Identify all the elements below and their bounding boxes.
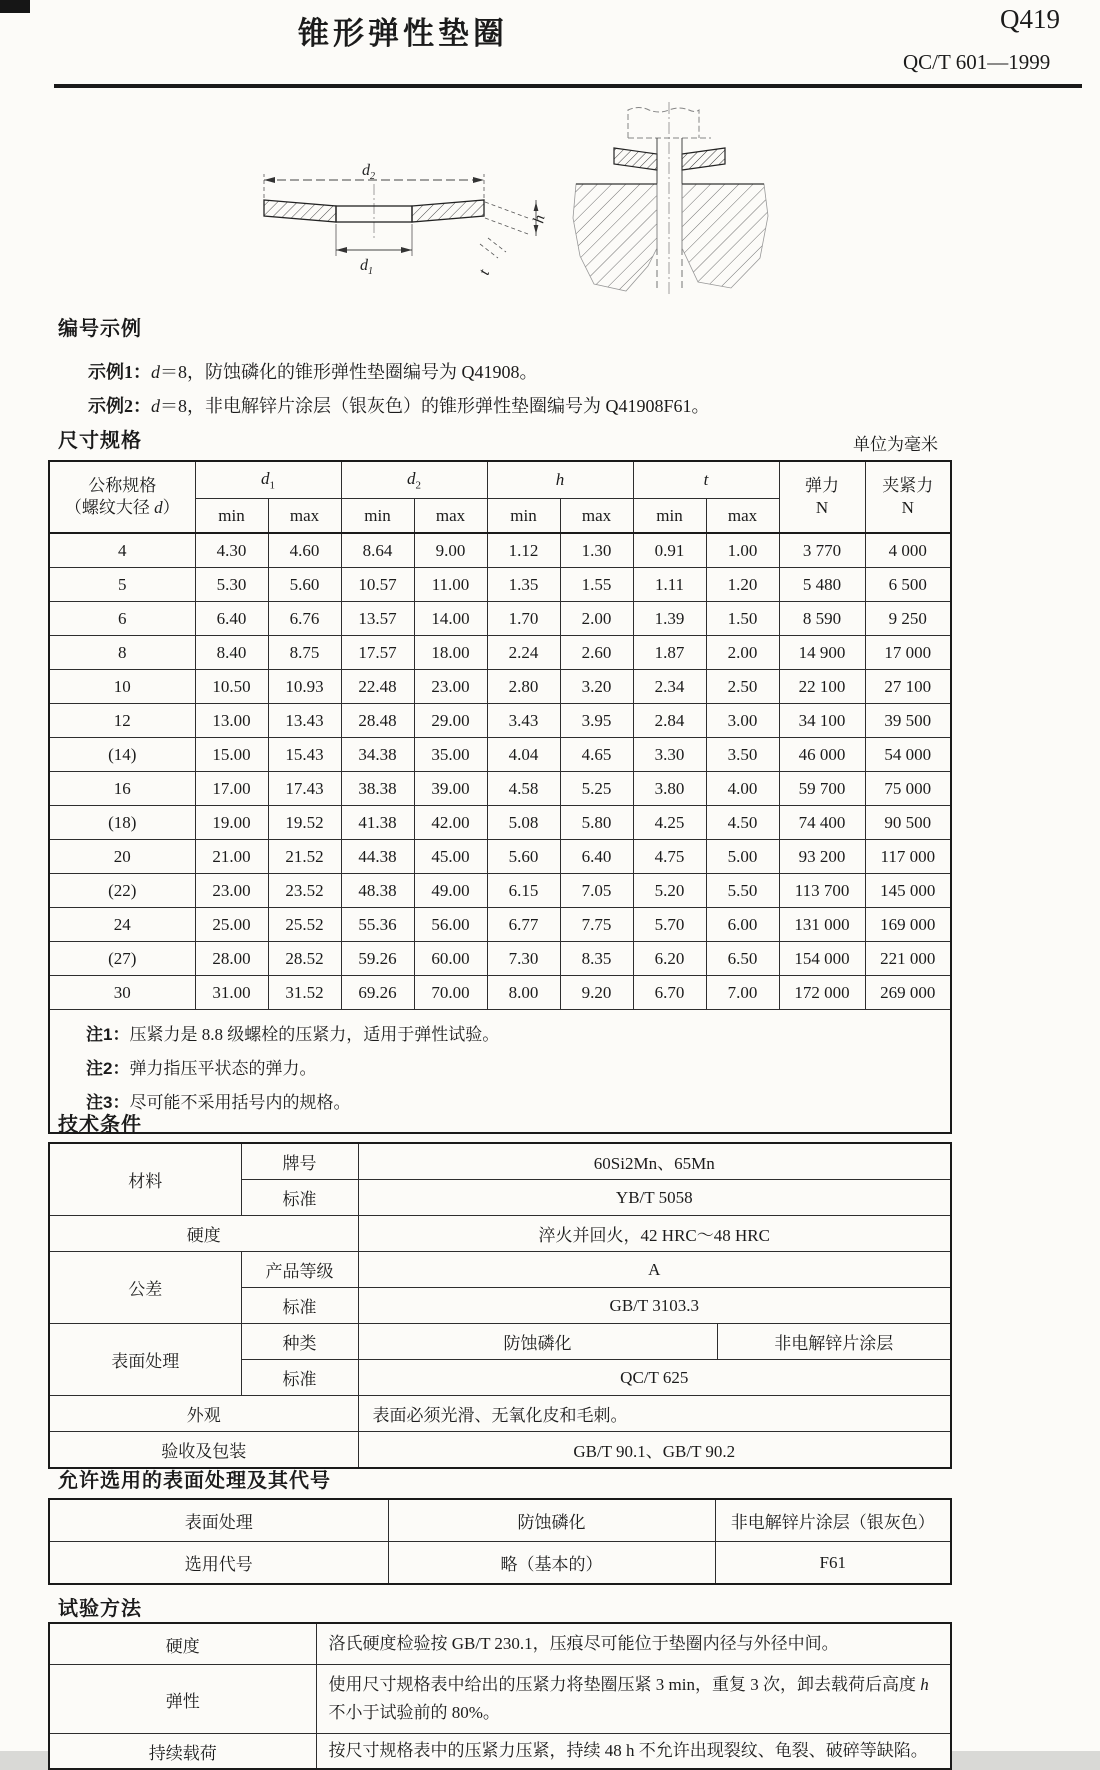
key-cell: 牌号 xyxy=(241,1143,358,1180)
table-cell: F61 xyxy=(715,1542,951,1585)
subheader-min: min xyxy=(195,499,268,534)
category-cell: 硬度 xyxy=(49,1623,316,1665)
table-cell: 2.24 xyxy=(487,636,560,670)
table-cell: 6.00 xyxy=(706,908,779,942)
table-row xyxy=(49,1499,951,1542)
table-cell: 11.00 xyxy=(414,568,487,602)
size-table-body xyxy=(49,533,951,1010)
table-cell: 113 700 xyxy=(779,874,865,908)
example-label: 示例2： xyxy=(88,396,151,416)
table-row xyxy=(49,1432,951,1469)
table-cell: 6.70 xyxy=(633,976,706,1010)
table-cell: 25.52 xyxy=(268,908,341,942)
value-cell: A xyxy=(358,1252,951,1288)
table-cell: 17.57 xyxy=(341,636,414,670)
value-cell: 洛氏硬度检验按 GB/T 230.1，压痕尽可能位于垫圈内径与外径中间。 xyxy=(316,1623,951,1665)
table-cell: 3.80 xyxy=(633,772,706,806)
standard-number: QC/T 601—1999 xyxy=(903,50,1051,74)
bolt-head-outline xyxy=(628,108,699,139)
key-cell: 标准 xyxy=(241,1288,358,1324)
table-cell: 221 000 xyxy=(865,942,951,976)
table-cell: 7.30 xyxy=(487,942,560,976)
table-cell: 6.15 xyxy=(487,874,560,908)
bolt-shank xyxy=(657,138,682,290)
table-cell: 6.50 xyxy=(706,942,779,976)
surface-codes-body xyxy=(49,1499,951,1584)
table-cell: 6.77 xyxy=(487,908,560,942)
h-dimension xyxy=(485,200,549,236)
table-row xyxy=(49,840,951,874)
table-cell: 8.75 xyxy=(268,636,341,670)
table-cell: 1.30 xyxy=(560,533,633,568)
table-cell: 46 000 xyxy=(779,738,865,772)
column-header-d2: $d_2$ xyxy=(341,461,487,499)
table-cell: 3.20 xyxy=(560,670,633,704)
table-cell: 4.04 xyxy=(487,738,560,772)
table-cell: 5.20 xyxy=(633,874,706,908)
category-cell: 硬度 xyxy=(49,1216,358,1252)
table-cell: 2.84 xyxy=(633,704,706,738)
svg-text:d1: $d_1$ xyxy=(360,257,373,277)
example-text: 非电解锌片涂层（银灰色）的锥形弹性垫圈编号为 Q41908F61。 xyxy=(205,396,710,416)
table-cell: 表面处理 xyxy=(49,1499,388,1542)
column-header-nominal: 公称规格 （螺纹大径 d） xyxy=(49,461,195,533)
key-cell: 产品等级 xyxy=(241,1252,358,1288)
table-cell: 59 700 xyxy=(779,772,865,806)
note-line: 注1：压紧力是 8.8 级螺栓的压紧力，适用于弹性试验。 xyxy=(86,1025,500,1044)
category-cell: 验收及包装 xyxy=(49,1432,358,1469)
table-cell: 75 000 xyxy=(865,772,951,806)
d2-dimension xyxy=(264,162,484,183)
table-cell: 74 400 xyxy=(779,806,865,840)
section-heading-tests: 试验方法 xyxy=(58,1598,142,1620)
unit-note: 单位为毫米 xyxy=(853,435,938,454)
size-table-notes xyxy=(49,1010,951,1134)
table-cell: 20 xyxy=(49,840,195,874)
table-row xyxy=(49,1324,951,1360)
category-cell: 弹性 xyxy=(49,1665,316,1734)
table-row xyxy=(49,704,951,738)
table-cell: 8 xyxy=(49,636,195,670)
table-cell: 13.57 xyxy=(341,602,414,636)
category-cell: 表面处理 xyxy=(49,1324,241,1396)
svg-text:t: t xyxy=(475,267,494,278)
table-cell: 48.38 xyxy=(341,874,414,908)
column-header-force: 弹力 N xyxy=(779,461,865,533)
value-cell: GB/T 90.1、GB/T 90.2 xyxy=(358,1432,951,1469)
table-cell: 60.00 xyxy=(414,942,487,976)
table-cell: 12 xyxy=(49,704,195,738)
table-cell: 39 500 xyxy=(865,704,951,738)
table-cell: 23.00 xyxy=(195,874,268,908)
table-cell: 4 000 xyxy=(865,533,951,568)
table-cell: 2.80 xyxy=(487,670,560,704)
table-cell: (14) xyxy=(49,738,195,772)
table-cell: 28.52 xyxy=(268,942,341,976)
table-row xyxy=(49,1623,951,1665)
table-cell: 23.00 xyxy=(414,670,487,704)
table-cell: 10.93 xyxy=(268,670,341,704)
subheader-max: max xyxy=(560,499,633,534)
table-cell: 6.20 xyxy=(633,942,706,976)
table-cell: 10.57 xyxy=(341,568,414,602)
d-variable: d xyxy=(151,362,160,382)
table-cell: 17.43 xyxy=(268,772,341,806)
table-cell: 59.26 xyxy=(341,942,414,976)
table-row xyxy=(49,908,951,942)
table-row xyxy=(49,1252,951,1288)
table-cell: 145 000 xyxy=(865,874,951,908)
table-cell: 28.00 xyxy=(195,942,268,976)
column-header-clamp: 夹紧力 N xyxy=(865,461,951,533)
table-cell: 69.26 xyxy=(341,976,414,1010)
table-cell: 17 000 xyxy=(865,636,951,670)
page-title: 锥形弹性垫圈 xyxy=(298,16,508,51)
table-cell: 7.75 xyxy=(560,908,633,942)
table-cell: 14.00 xyxy=(414,602,487,636)
table-cell: 4.65 xyxy=(560,738,633,772)
column-header-t: t xyxy=(633,461,779,499)
table-cell: 1.87 xyxy=(633,636,706,670)
subheader-min: min xyxy=(487,499,560,534)
value-cell: 按尺寸规格表中的压紧力压紧，持续 48 h 不允许出现裂纹、龟裂、破碎等缺陷。 xyxy=(316,1734,951,1770)
table-cell: (22) xyxy=(49,874,195,908)
table-cell: 172 000 xyxy=(779,976,865,1010)
table-cell: 169 000 xyxy=(865,908,951,942)
table-row xyxy=(49,942,951,976)
value-cell: 60Si2Mn、65Mn xyxy=(358,1143,951,1180)
value-cell: GB/T 3103.3 xyxy=(358,1288,951,1324)
table-cell: 35.00 xyxy=(414,738,487,772)
tech-conditions-table xyxy=(48,1142,952,1469)
table-cell: 1.50 xyxy=(706,602,779,636)
svg-text:d2: $d_2$ xyxy=(362,162,375,182)
table-cell: 3.43 xyxy=(487,704,560,738)
table-row xyxy=(49,568,951,602)
subheader-max: max xyxy=(414,499,487,534)
table-cell: 4.50 xyxy=(706,806,779,840)
table-cell: 25.00 xyxy=(195,908,268,942)
table-cell: 1.20 xyxy=(706,568,779,602)
table-cell: 6 500 xyxy=(865,568,951,602)
clamped-plate xyxy=(573,184,768,291)
table-cell: 21.00 xyxy=(195,840,268,874)
table-cell: 93 200 xyxy=(779,840,865,874)
table-cell: 21.52 xyxy=(268,840,341,874)
table-cell: 154 000 xyxy=(779,942,865,976)
table-cell: 70.00 xyxy=(414,976,487,1010)
table-cell: 4.75 xyxy=(633,840,706,874)
table-row xyxy=(49,636,951,670)
table-cell: 5.60 xyxy=(487,840,560,874)
table-cell: 2.60 xyxy=(560,636,633,670)
table-cell: (18) xyxy=(49,806,195,840)
table-cell: 5.70 xyxy=(633,908,706,942)
table-cell: 选用代号 xyxy=(49,1542,388,1585)
table-cell: 4.58 xyxy=(487,772,560,806)
table-cell: 7.05 xyxy=(560,874,633,908)
table-cell: 8.00 xyxy=(487,976,560,1010)
section-heading-numbering: 编号示例 xyxy=(58,318,142,340)
table-cell: 31.52 xyxy=(268,976,341,1010)
d-variable: d xyxy=(151,396,160,416)
table-cell: 5.80 xyxy=(560,806,633,840)
table-cell: 3.00 xyxy=(706,704,779,738)
table-cell: 31.00 xyxy=(195,976,268,1010)
notes-cell xyxy=(49,1010,951,1134)
table-cell: 15.43 xyxy=(268,738,341,772)
table-row xyxy=(49,602,951,636)
table-cell: 3.50 xyxy=(706,738,779,772)
table-cell: 5.00 xyxy=(706,840,779,874)
header-rule xyxy=(54,84,1082,88)
table-cell: 4 xyxy=(49,533,195,568)
table-cell: 1.11 xyxy=(633,568,706,602)
value-cell: QC/T 625 xyxy=(358,1360,951,1396)
table-cell: 45.00 xyxy=(414,840,487,874)
table-cell: 10 xyxy=(49,670,195,704)
value-cell: 使用尺寸规格表中给出的压紧力将垫圈压紧 3 min，重复 3 次，卸去载荷后高度 h 不小于试验前的 80%。 xyxy=(316,1665,951,1734)
key-cell: 标准 xyxy=(241,1360,358,1396)
size-spec-table xyxy=(48,460,952,1134)
table-cell: 2.50 xyxy=(706,670,779,704)
table-cell: 2.00 xyxy=(560,602,633,636)
subheader-max: max xyxy=(268,499,341,534)
table-cell: 1.55 xyxy=(560,568,633,602)
table-cell: 略（基本的） xyxy=(388,1542,715,1585)
subheader-min: min xyxy=(341,499,414,534)
washer-installation-drawing xyxy=(556,98,788,298)
table-cell: 13.00 xyxy=(195,704,268,738)
table-cell: 5.60 xyxy=(268,568,341,602)
category-cell: 材料 xyxy=(49,1143,241,1216)
table-cell: 0.91 xyxy=(633,533,706,568)
category-cell: 持续载荷 xyxy=(49,1734,316,1770)
table-cell: 24 xyxy=(49,908,195,942)
table-cell: 7.00 xyxy=(706,976,779,1010)
subheader-min: min xyxy=(633,499,706,534)
table-cell: 269 000 xyxy=(865,976,951,1010)
table-cell: 5.30 xyxy=(195,568,268,602)
doc-code: Q419 xyxy=(1000,4,1060,34)
table-cell: 9.20 xyxy=(560,976,633,1010)
category-cell: 外观 xyxy=(49,1396,358,1432)
section-heading-codes: 允许选用的表面处理及其代号 xyxy=(58,1470,331,1492)
table-row xyxy=(49,670,951,704)
value-cell: 非电解锌片涂层 xyxy=(717,1324,951,1360)
svg-text:h: h xyxy=(530,213,549,225)
table-row xyxy=(49,1665,951,1734)
table-cell: 3.30 xyxy=(633,738,706,772)
table-cell: 22.48 xyxy=(341,670,414,704)
value-cell: 防蚀磷化 xyxy=(358,1324,717,1360)
table-cell: 19.00 xyxy=(195,806,268,840)
table-cell: 34 100 xyxy=(779,704,865,738)
table-row xyxy=(49,874,951,908)
category-cell: 公差 xyxy=(49,1252,241,1324)
table-cell: 1.35 xyxy=(487,568,560,602)
table-row xyxy=(49,738,951,772)
column-header-d1: $d_1$ xyxy=(195,461,341,499)
section-heading-tech: 技术条件 xyxy=(58,1114,142,1136)
table-cell: 56.00 xyxy=(414,908,487,942)
table-cell: 2.34 xyxy=(633,670,706,704)
table-cell: 6 xyxy=(49,602,195,636)
table-cell: 41.38 xyxy=(341,806,414,840)
subheader-max: max xyxy=(706,499,779,534)
table-cell: 42.00 xyxy=(414,806,487,840)
table-cell: 9 250 xyxy=(865,602,951,636)
table-cell: 5.50 xyxy=(706,874,779,908)
table-cell: 5.25 xyxy=(560,772,633,806)
value-cell: 表面必须光滑、无氧化皮和毛刺。 xyxy=(358,1396,951,1432)
example-line-1: 示例1：d＝8，防蚀磷化的锥形弹性垫圈编号为 Q41908。 xyxy=(88,362,538,382)
table-cell: 3 770 xyxy=(779,533,865,568)
table-row xyxy=(49,976,951,1010)
table-cell: 防蚀磷化 xyxy=(388,1499,715,1542)
value-cell: 淬火并回火，42 HRC～48 HRC xyxy=(358,1216,951,1252)
scan-edge-artifact xyxy=(0,0,30,13)
value-cell: YB/T 5058 xyxy=(358,1180,951,1216)
table-cell: 117 000 xyxy=(865,840,951,874)
table-cell: 49.00 xyxy=(414,874,487,908)
table-row xyxy=(49,772,951,806)
test-methods-table xyxy=(48,1622,952,1770)
table-cell: 4.30 xyxy=(195,533,268,568)
key-cell: 种类 xyxy=(241,1324,358,1360)
example-text: 防蚀磷化的锥形弹性垫圈编号为 Q41908。 xyxy=(205,362,538,382)
table-row xyxy=(49,1010,951,1134)
table-cell: 5 480 xyxy=(779,568,865,602)
table-cell: 1.12 xyxy=(487,533,560,568)
table-cell: 44.38 xyxy=(341,840,414,874)
table-cell: 131 000 xyxy=(779,908,865,942)
table-cell: 54 000 xyxy=(865,738,951,772)
table-row xyxy=(49,806,951,840)
table-cell: 1.00 xyxy=(706,533,779,568)
table-cell: 16 xyxy=(49,772,195,806)
note-line: 注3：尽可能不采用括号内的规格。 xyxy=(86,1093,351,1112)
table-cell: 5.08 xyxy=(487,806,560,840)
table-cell: 19.52 xyxy=(268,806,341,840)
table-row xyxy=(49,1396,951,1432)
table-cell: 14 900 xyxy=(779,636,865,670)
example-line-2: 示例2：d＝8，非电解锌片涂层（银灰色）的锥形弹性垫圈编号为 Q41908F61。 xyxy=(88,396,710,416)
table-cell: 13.43 xyxy=(268,704,341,738)
table-cell: 3.95 xyxy=(560,704,633,738)
table-cell: 2.00 xyxy=(706,636,779,670)
table-cell: 10.50 xyxy=(195,670,268,704)
table-cell: 1.39 xyxy=(633,602,706,636)
table-cell: 6.76 xyxy=(268,602,341,636)
table-cell: 4.00 xyxy=(706,772,779,806)
table-cell: 34.38 xyxy=(341,738,414,772)
table-row xyxy=(49,1143,951,1180)
example-label: 示例1： xyxy=(88,362,151,382)
table-cell: 4.60 xyxy=(268,533,341,568)
table-cell: 22 100 xyxy=(779,670,865,704)
d1-dimension xyxy=(336,247,412,277)
table-cell: 90 500 xyxy=(865,806,951,840)
table-cell: 17.00 xyxy=(195,772,268,806)
t-dimension xyxy=(476,238,506,277)
table-cell: 27 100 xyxy=(865,670,951,704)
table-cell: 8 590 xyxy=(779,602,865,636)
washer-dimension-drawing xyxy=(252,158,562,290)
table-cell: (27) xyxy=(49,942,195,976)
table-cell: 非电解锌片涂层（银灰色） xyxy=(715,1499,951,1542)
table-row xyxy=(49,1542,951,1585)
table-cell: 6.40 xyxy=(195,602,268,636)
table-row xyxy=(49,1216,951,1252)
key-cell: 标准 xyxy=(241,1180,358,1216)
column-header-h: h xyxy=(487,461,633,499)
surface-codes-table xyxy=(48,1498,952,1585)
table-cell: 5 xyxy=(49,568,195,602)
table-cell: 38.38 xyxy=(341,772,414,806)
table-cell: 23.52 xyxy=(268,874,341,908)
table-header-row xyxy=(49,461,951,499)
table-cell: 28.48 xyxy=(341,704,414,738)
table-cell: 18.00 xyxy=(414,636,487,670)
table-row xyxy=(49,533,951,568)
note-line: 注2：弹力指压平状态的弹力。 xyxy=(86,1059,317,1078)
section-heading-sizes: 尺寸规格 xyxy=(58,430,142,452)
table-cell: 39.00 xyxy=(414,772,487,806)
table-cell: 30 xyxy=(49,976,195,1010)
table-cell: 1.70 xyxy=(487,602,560,636)
installed-washer xyxy=(614,148,725,170)
table-cell: 4.25 xyxy=(633,806,706,840)
table-cell: 29.00 xyxy=(414,704,487,738)
table-cell: 8.64 xyxy=(341,533,414,568)
table-cell: 55.36 xyxy=(341,908,414,942)
table-cell: 9.00 xyxy=(414,533,487,568)
table-cell: 6.40 xyxy=(560,840,633,874)
table-cell: 8.35 xyxy=(560,942,633,976)
table-row xyxy=(49,1734,951,1770)
table-cell: 8.40 xyxy=(195,636,268,670)
table-cell: 15.00 xyxy=(195,738,268,772)
